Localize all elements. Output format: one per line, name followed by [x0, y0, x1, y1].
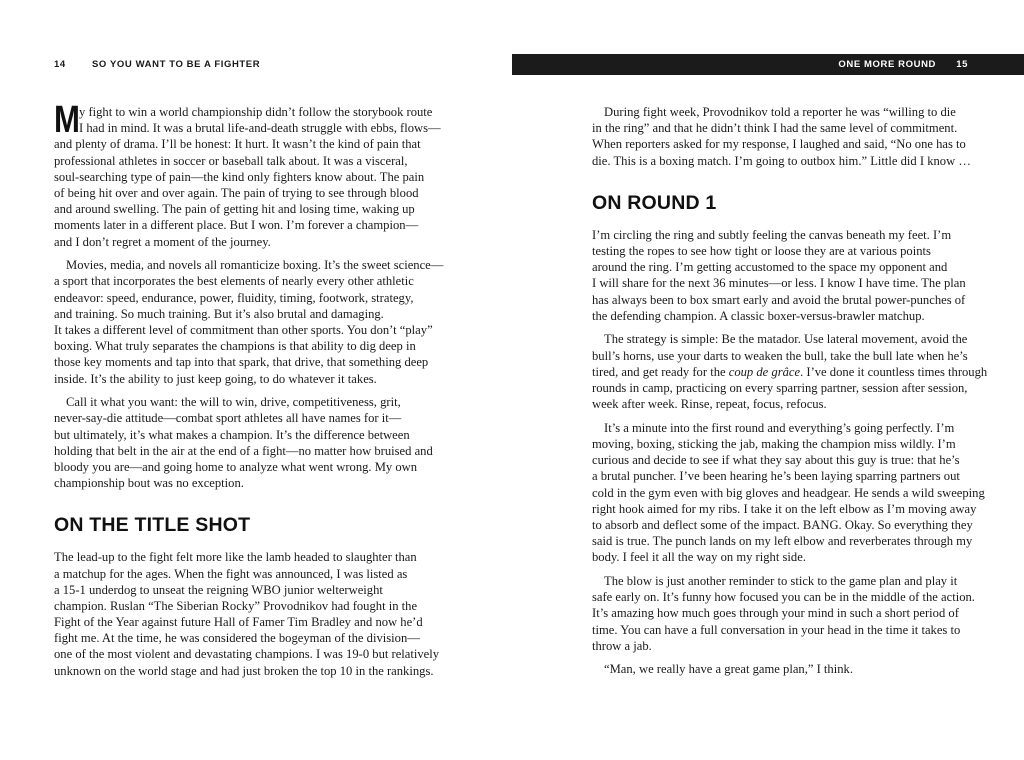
text-line: bull’s horns, use your darts to weaken the bull, take the bull late when he’s: [592, 348, 968, 363]
right-page: [512, 0, 1024, 760]
text-line: safe early on. It’s funny how focused you can be in the middle of the action.: [592, 590, 975, 605]
text-line: unknown on the world stage and had just broken the top 10 in the rankings.: [54, 663, 434, 678]
text-line: I’m circling the ring and subtly feeling the canvas beneath my feet. I’m: [592, 227, 952, 242]
text-line: bloody you are—and going home to analyze what went wrong. My own: [54, 459, 418, 474]
text-line: Call it what you want: the will to win, drive, competitiveness, grit,: [66, 395, 401, 410]
text-line: championship bout was no exception.: [54, 476, 244, 491]
text-line: The strategy is simple: Be the matador. Use lateral movement, avoid the: [604, 332, 968, 347]
paragraph: [592, 573, 980, 654]
text-line: Movies, media, and novels all romanticize boxing. It’s the sweet science—: [66, 258, 444, 273]
paragraph-gap: [592, 324, 980, 332]
text-line: champion. Ruslan “The Siberian Rocky” Provodnikov had fought in the: [54, 598, 418, 613]
text-line: holding that belt in the air at the end of a fight—no matter how bruised and: [54, 443, 433, 458]
text-line: moments later in a different place. But I won. I’m forever a champion—: [54, 218, 419, 233]
text-line: week after week. Rinse, repeat, focus, refocus.: [592, 397, 827, 412]
text-line: professional athletes in soccer or baseball talk about. It was a visceral,: [54, 153, 408, 168]
text-line: It’s a minute into the first round and everything’s going perfectly. I’m: [604, 420, 955, 435]
text-line: It takes a different level of commitment than other sports. You don’t “play”: [54, 322, 433, 337]
text-line: die. This is a boxing match. I’m going to outbox him.” Little did I know …: [592, 153, 971, 168]
right-page-body: [592, 104, 988, 678]
text-line: a 15-1 underdog to unseat the reigning WBO junior welterweight: [54, 582, 383, 597]
text-line: It’s amazing how much goes through your mind in such a short period of: [592, 606, 959, 621]
paragraph: [592, 104, 980, 169]
right-running-head-title: ONE MORE ROUND: [838, 59, 936, 70]
paragraph-gap: [592, 566, 980, 574]
left-page-body: [54, 99, 444, 679]
text-line: testing the ropes to see how tight or loose they are at various points: [592, 243, 931, 258]
text-line: When reporters asked for my response, I laughed and said, “No one has to: [592, 137, 966, 152]
text-line: a brutal puncher. I’ve been hearing he’s been laying sparring partners out: [592, 469, 960, 484]
heading-space: [54, 537, 430, 549]
text-line: inside. It’s the ability to just keep going, to do whatever it takes.: [54, 371, 377, 386]
paragraph-gap: [54, 387, 430, 395]
heading-space: [592, 169, 980, 191]
text-line: in the ring” and that he didn’t think I had the same level of commitment.: [592, 121, 958, 136]
paragraph: [54, 257, 444, 387]
text-line: soul-searching type of pain—the kind only fighters know about. The pain: [54, 169, 425, 184]
text-line: a matchup for the ages. When the fight was announced, I was listed as: [54, 566, 408, 581]
text-line: curious and decide to see if what they say about this guy is true: that he’s: [592, 453, 960, 468]
section-heading: ON THE TITLE SHOT: [54, 514, 251, 537]
text-line: and around swelling. The pain of getting hit and losing time, waking up: [54, 202, 415, 217]
text-line: of being hit over and over again. The pain of trying to see through blood: [54, 185, 419, 200]
left-page-number: 14: [54, 59, 66, 70]
text-segment: tired, and get ready for the: [592, 364, 729, 379]
text-line: boxing. What truly separates the champions is that ability to dig deep in: [54, 339, 416, 354]
text-line: and plenty of drama. I’ll be honest: It hurt. It wasn’t the kind of pain that: [54, 137, 421, 152]
paragraph: [592, 331, 988, 412]
text-line: rounds in camp, practicing on every sparring partner, session after session,: [592, 380, 968, 395]
text-line: throw a jab.: [592, 638, 652, 653]
text-line: one of the most violent and devastating champions. I was 19-0 but relatively: [54, 647, 440, 662]
paragraph: [592, 661, 980, 677]
right-running-head: [512, 54, 1024, 75]
italic-phrase: coup de grâce: [728, 364, 801, 379]
paragraph: [592, 420, 985, 566]
text-line: the defending champion. A classic boxer-versus-brawler matchup.: [592, 308, 925, 323]
text-line: “Man, we really have a great game plan,” I think.: [604, 662, 853, 677]
paragraph-gap: [592, 654, 980, 662]
section-heading: ON ROUND 1: [592, 191, 717, 214]
drop-cap: M: [54, 99, 80, 141]
paragraph: [54, 549, 440, 679]
text-line: to absorb and deflect some of the impact. BANG. Okay. So everything they: [592, 517, 973, 532]
paragraph: [592, 227, 980, 324]
text-line: never-say-die attitude—combat sport athletes all have names for it—: [54, 411, 402, 426]
paragraph-gap: [592, 412, 980, 420]
heading-space: [54, 491, 430, 513]
text-line: endeavor: speed, endurance, power, fluidity, timing, footwork, strategy,: [54, 290, 414, 305]
left-running-head-title: SO YOU WANT TO BE A FIGHTER: [92, 59, 261, 70]
heading-space: [592, 215, 980, 227]
text-line: time. You can have a full conversation in your head in the time it takes to: [592, 622, 961, 637]
text-line: a sport that incorporates the best elements of nearly every other athletic: [54, 274, 414, 289]
opening-paragraph: [54, 99, 441, 250]
text-line: those key moments and tap into that spark, that drive, that something deep: [54, 355, 429, 370]
right-page-number: 15: [956, 59, 968, 70]
text-line: said is true. The punch lands on my left elbow and reverberates through my: [592, 534, 973, 549]
text-line: and I don’t regret a moment of the journey.: [54, 234, 271, 249]
text-line: has always been to box smart early and avoid the brutal power-punches of: [592, 292, 966, 307]
text-line: cold in the gym even with big gloves and headgear. He sends a wild sweeping: [592, 485, 985, 500]
text-line: body. I feel it all the way on my right side.: [592, 550, 806, 565]
text-line: I had in mind. It was a brutal life-and-death struggle with ebbs, flows—: [79, 121, 441, 136]
text-line-italic-phrase: [592, 364, 988, 380]
text-segment: . I’ve done it countless times through: [800, 364, 988, 379]
text-line: right hook aimed for my ribs. I take it on the left elbow as I’m moving away: [592, 501, 977, 516]
text-line: around the ring. I’m getting accustomed to the space my opponent and: [592, 260, 948, 275]
paragraph: [54, 394, 433, 491]
text-line: The blow is just another reminder to stick to the game plan and play it: [604, 574, 958, 588]
text-line: Fight of the Year against future Hall of Famer Tim Bradley and now he’d: [54, 615, 423, 630]
paragraph-gap: [54, 250, 430, 258]
text-line: but ultimately, it’s what makes a champion. It’s the difference between: [54, 427, 410, 442]
text-line: During fight week, Provodnikov told a reporter he was “willing to die: [604, 105, 956, 119]
text-line: and training. So much training. But it’s also brutal and damaging.: [54, 306, 384, 321]
text-line: I will share for the next 36 minutes—or less. I know I have time. The plan: [592, 276, 966, 291]
text-line: The lead-up to the fight felt more like the lamb headed to slaughter than: [54, 550, 417, 565]
text-line: fight me. At the time, he was considered the bogeyman of the division—: [54, 631, 420, 646]
text-line: y fight to win a world championship didn’t follow the storybook route: [79, 105, 433, 119]
left-running-head: [54, 56, 474, 74]
text-line: moving, boxing, sticking the jab, making the champion miss wildly. I’m: [592, 437, 956, 451]
